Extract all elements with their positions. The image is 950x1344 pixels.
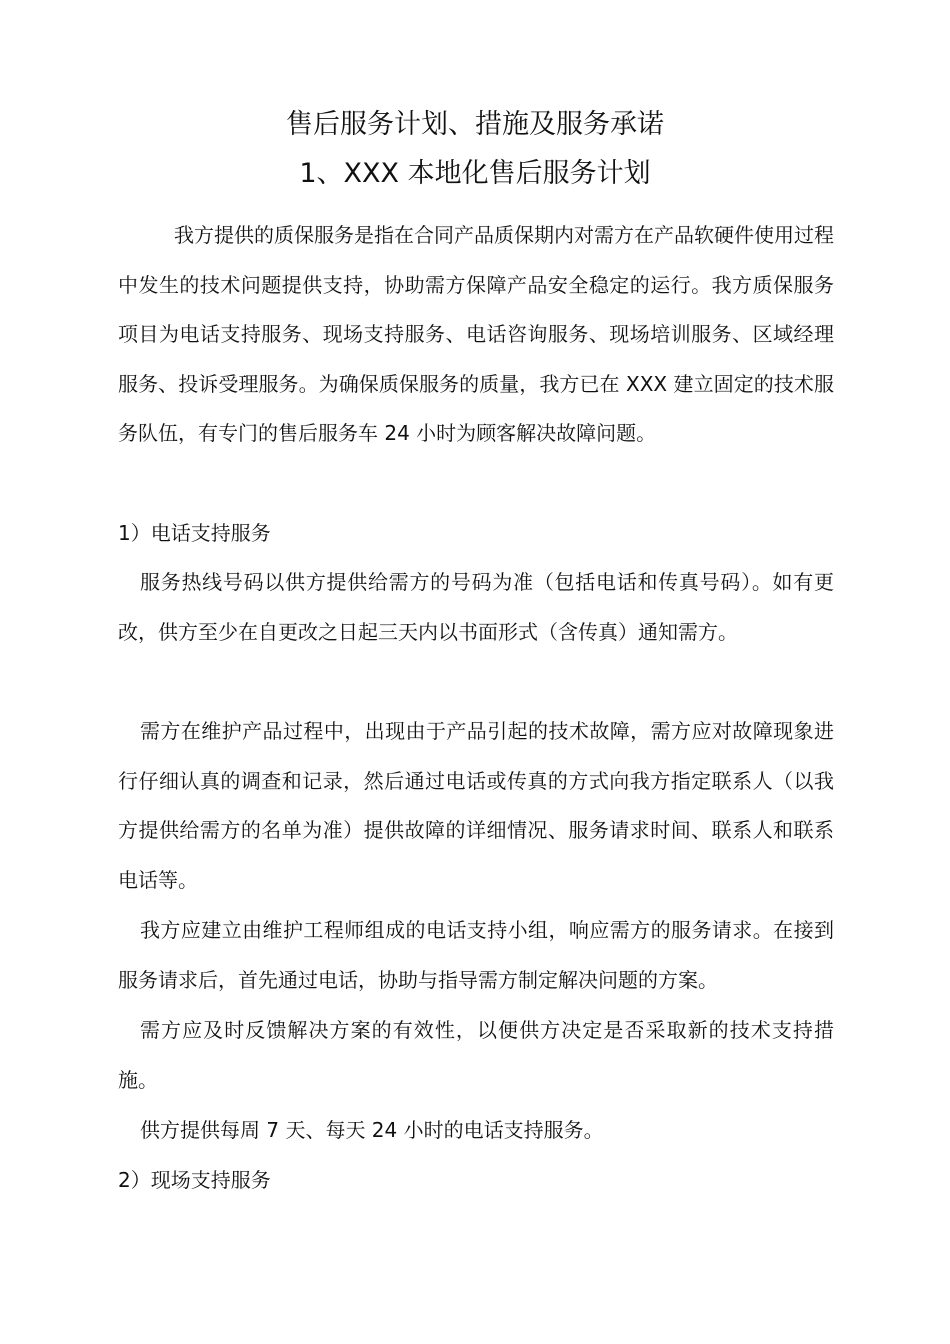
section-2-heading: 2）现场支持服务 (118, 1168, 271, 1192)
section-1-paragraph-2: 需方在维护产品过程中，出现由于产品引起的技术故障，需方应对故障现象进行仔细认真的调查和记录，然后通过电话或传真的方式向我方指定联系人（以我方提供给需方的名单为准）提供故障的详细情况、服务请求时间、联系人和联系电话等。 (118, 719, 834, 892)
section-1-heading: 1）电话支持服务 (118, 521, 271, 545)
section-1-paragraph-1: 服务热线号码以供方提供给需方的号码为准（包括电话和传真号码）。如有更改，供方至少在自更改之日起三天内以书面形式（含传真）通知需方。 (118, 570, 834, 644)
intro-paragraph: 我方提供的质保服务是指在合同产品质保期内对需方在产品软硬件使用过程中发生的技术问题提供支持，协助需方保障产品安全稳定的运行。我方质保服务项目为电话支持服务、现场支持服务、电话咨询服务、现场培训服务、区域经理服务、投诉受理服务。为确保质保服务的质量，我方已在 XXX 建立固定的技术服务队伍，有专门的售后服务车 24 小时为顾客解决故障问题。 (118, 223, 834, 445)
section-1-paragraph-3: 我方应建立由维护工程师组成的电话支持小组，响应需方的服务请求。在接到服务请求后，首先通过电话，协助与指导需方制定解决问题的方案。 (118, 918, 834, 992)
document-subtitle: 1、XXX 本地化售后服务计划 (299, 158, 651, 189)
document-title: 售后服务计划、措施及服务承诺 (286, 109, 664, 140)
section-1-paragraph-5: 供方提供每周 7 天、每天 24 小时的电话支持服务。 (140, 1118, 604, 1142)
section-1-paragraph-4: 需方应及时反馈解决方案的有效性，以便供方决定是否采取新的技术支持措施。 (118, 1018, 834, 1092)
